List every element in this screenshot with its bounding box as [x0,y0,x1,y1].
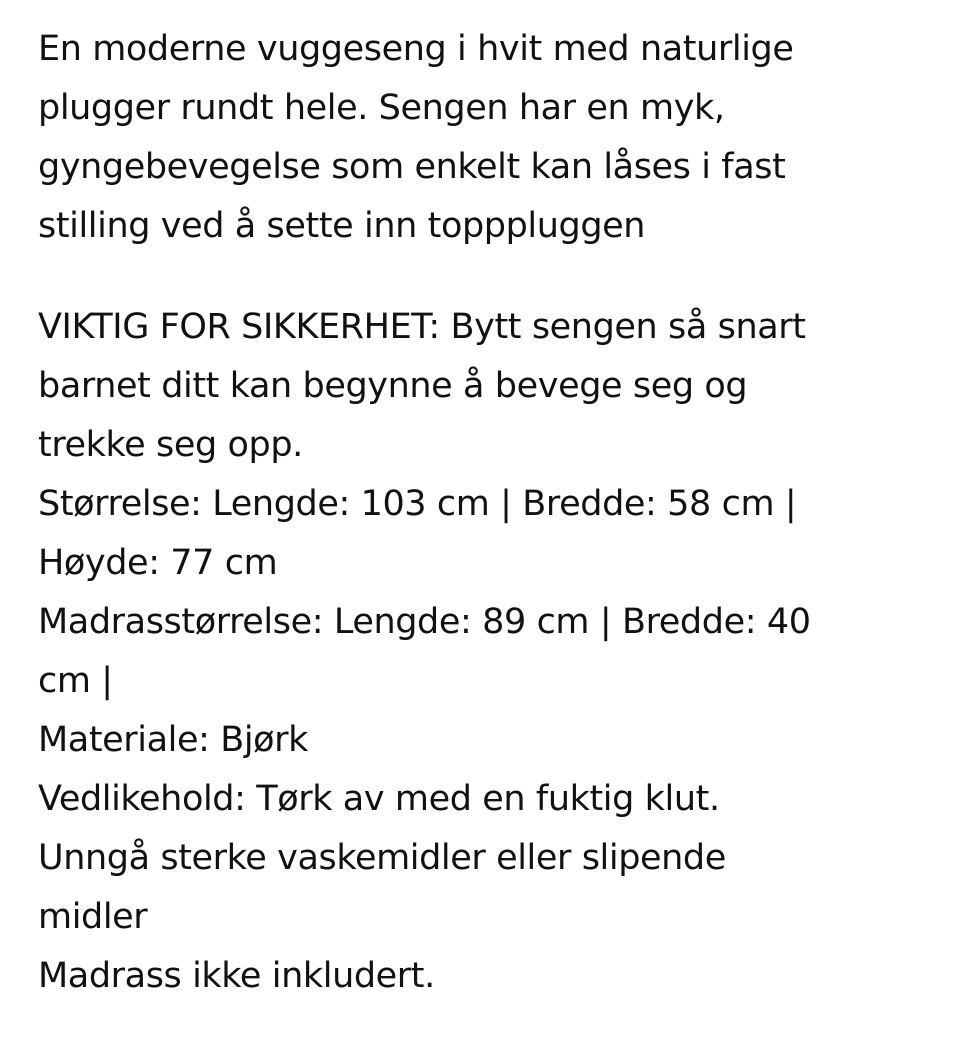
safety-warning-line: barnet ditt kan begynne å bevege seg og [38,366,748,406]
paragraph-spacer [38,256,938,298]
care-line: Unngå sterke vaskemidler eller slipende [38,838,726,878]
product-description [38,20,938,1006]
mattress-size-line: Madrasstørrelse: Lengde: 89 cm | Bredde: 40 [38,602,811,642]
material-line: Materiale: Bjørk [38,720,309,760]
intro-line: En moderne vuggeseng i hvit med naturlige [38,29,794,69]
safety-warning-line: trekke seg opp. [38,425,303,465]
mattress-size-line: cm | [38,661,113,701]
safety-warning-line: VIKTIG FOR SIKKERHET: Bytt sengen så snart [38,307,806,347]
size-line: Størrelse: Lengde: 103 cm | Bredde: 58 cm | [38,484,797,524]
intro-paragraph [38,20,938,256]
size-line: Høyde: 77 cm [38,543,278,583]
intro-line: plugger rundt hele. Sengen har en myk, [38,88,725,128]
mattress-note-line: Madrass ikke inkludert. [38,956,435,996]
care-line: midler [38,897,148,937]
details-paragraph [38,298,938,1006]
care-line: Vedlikehold: Tørk av med en fuktig klut. [38,779,720,819]
intro-line: stilling ved å sette inn topppluggen [38,206,646,246]
intro-line: gyngebevegelse som enkelt kan låses i fast [38,147,786,187]
